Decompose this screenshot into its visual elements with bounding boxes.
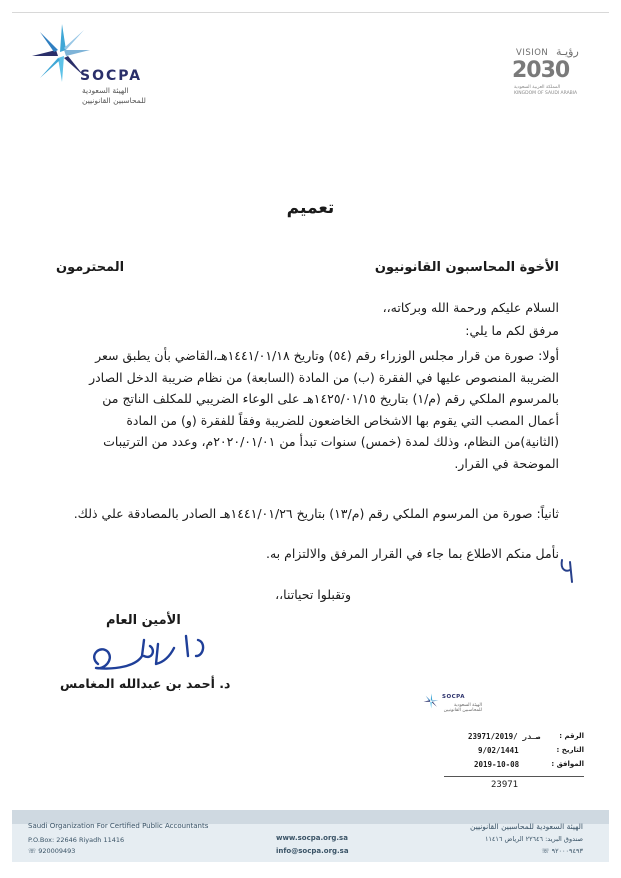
item-1-line: أعمال المصب التي يقوم بها الاشخاص الخاضعون للضريبة وفقاً للفقرة (و) من المادة: [126, 412, 559, 428]
handwritten-mark-icon: [556, 556, 586, 586]
handwritten-signature: [86, 626, 216, 678]
stamp-logo-word: SOCPA: [442, 694, 465, 700]
addressee: الأخوة المحاسبون القانونيون: [374, 260, 559, 275]
item-1-line: (الثانية)من النظام، وذلك لمدة (خمس) سنوات تبدأ من ٢٠٢٠/٠١/٠١م، وعدد من الترتيبات: [103, 434, 559, 449]
vision-2030-logo: [504, 45, 594, 108]
signatory-name: د. أحمد بن عبدالله المغامس: [60, 676, 231, 691]
footer-phone-en-value: 920009493: [38, 847, 76, 855]
item-2: ثانياً: صورة من المرسوم الملكي رقم (م/١٣) بتاريخ ١٤٤١/٠١/٢٦هـ الصادر بالمصادقة علي ذلك.: [73, 506, 559, 521]
attached-intro: مرفق لكم ما يلي:: [465, 323, 559, 338]
stamp-row-greg: [444, 760, 584, 772]
stamp-hijri-value: 9/02/1441: [478, 746, 519, 755]
stamp-logo-arabic: الهيئة السعودية للمحاسبين القانونيين: [443, 703, 482, 713]
closing-request: نأمل منكم الاطلاع بما جاء في القرار المرفق والالتزام به.: [266, 546, 559, 561]
socpa-wordmark: SOCPA: [80, 68, 143, 84]
footer-phone-ar: [541, 847, 583, 855]
footer-phone-ar-value: ٩٢٠٠٠٩٤٩٣: [551, 847, 583, 855]
stamp-hijri-label: التاريخ :: [556, 746, 584, 754]
vision-year: 2030: [512, 58, 570, 83]
socpa-arabic-name-2: للمحاسبين القانونيين: [82, 96, 146, 105]
footer-pobox-en: P.O.Box: 22646 Riyadh 11416: [28, 836, 125, 844]
item-1-line: الموضحة في القرار.: [454, 455, 559, 471]
footer-pobox-ar: صندوق البريد: ٢٢٦٤٦ الرياض ١١٤١٦: [484, 835, 583, 843]
vision-sub-english: KINGDOM OF SAUDI ARABIA: [514, 91, 578, 96]
stamp-number: 23971: [491, 780, 519, 790]
footer-org-en: Saudi Organization For Certified Public Accountants: [28, 822, 209, 830]
footer: [12, 810, 609, 862]
item-1-line: الضريبة المنصوص عليها في الفقرة (ب) من المادة (السابعة) من نظام ضريبة الدخل الصادر: [89, 369, 559, 385]
phone-icon: ☏: [28, 847, 39, 855]
reference-stamp: [444, 728, 584, 796]
footer-org-ar: الهيئة السعودية للمحاسبين القانونيين: [469, 822, 583, 831]
stamp-ref-label: الرقم :: [559, 732, 584, 740]
greeting: السلام عليكم ورحمة الله وبركاته،،: [382, 300, 559, 315]
footer-phone-en: [28, 847, 75, 855]
stamp-logo: [422, 692, 482, 722]
stamp-ref-value: 23971/2019/ صـدر: [468, 732, 541, 741]
phone-icon: ☏: [541, 847, 552, 855]
stamp-underline: [444, 774, 584, 777]
item-1-paragraph: [61, 345, 559, 474]
signatory-title: الأمين العام: [106, 613, 181, 628]
socpa-logo: [26, 20, 176, 110]
vision-arabic: رؤيـة: [556, 45, 579, 58]
stamp-greg-label: الموافق :: [551, 760, 584, 768]
item-1-line: أولا: صورة من قرار مجلس الوزراء رقم (٥٤) وتاريخ ١٤٤١/٠١/١٨هـ،القاضي بأن يطبق سعر: [95, 348, 559, 363]
stamp-row-hijri: [444, 746, 584, 758]
item-1-line: بالمرسوم الملكي رقم (م/١) بتاريخ ١٤٢٥/٠١/١٥هـ على الوعاء الضريبي للمكلف الناتج من: [102, 391, 559, 406]
vision-word: VISION: [516, 48, 549, 58]
letter-title: تعميم: [286, 198, 335, 218]
closing-regards: وتقبلوا تحياتنا،،: [275, 587, 351, 602]
vision-sub-arabic: المملكة العربية السعودية: [514, 85, 561, 90]
stamp-row-ref: [444, 732, 584, 744]
socpa-arabic-name-1: الهيئة السعودية: [82, 86, 129, 95]
footer-website[interactable]: www.socpa.org.sa: [276, 834, 348, 842]
stamp-greg-value: 2019-10-08: [474, 760, 520, 769]
honorific: المحترمون: [56, 260, 125, 275]
top-border: [12, 12, 609, 13]
footer-email[interactable]: info@socpa.org.sa: [276, 847, 349, 855]
stamp-star-icon: [422, 692, 440, 710]
